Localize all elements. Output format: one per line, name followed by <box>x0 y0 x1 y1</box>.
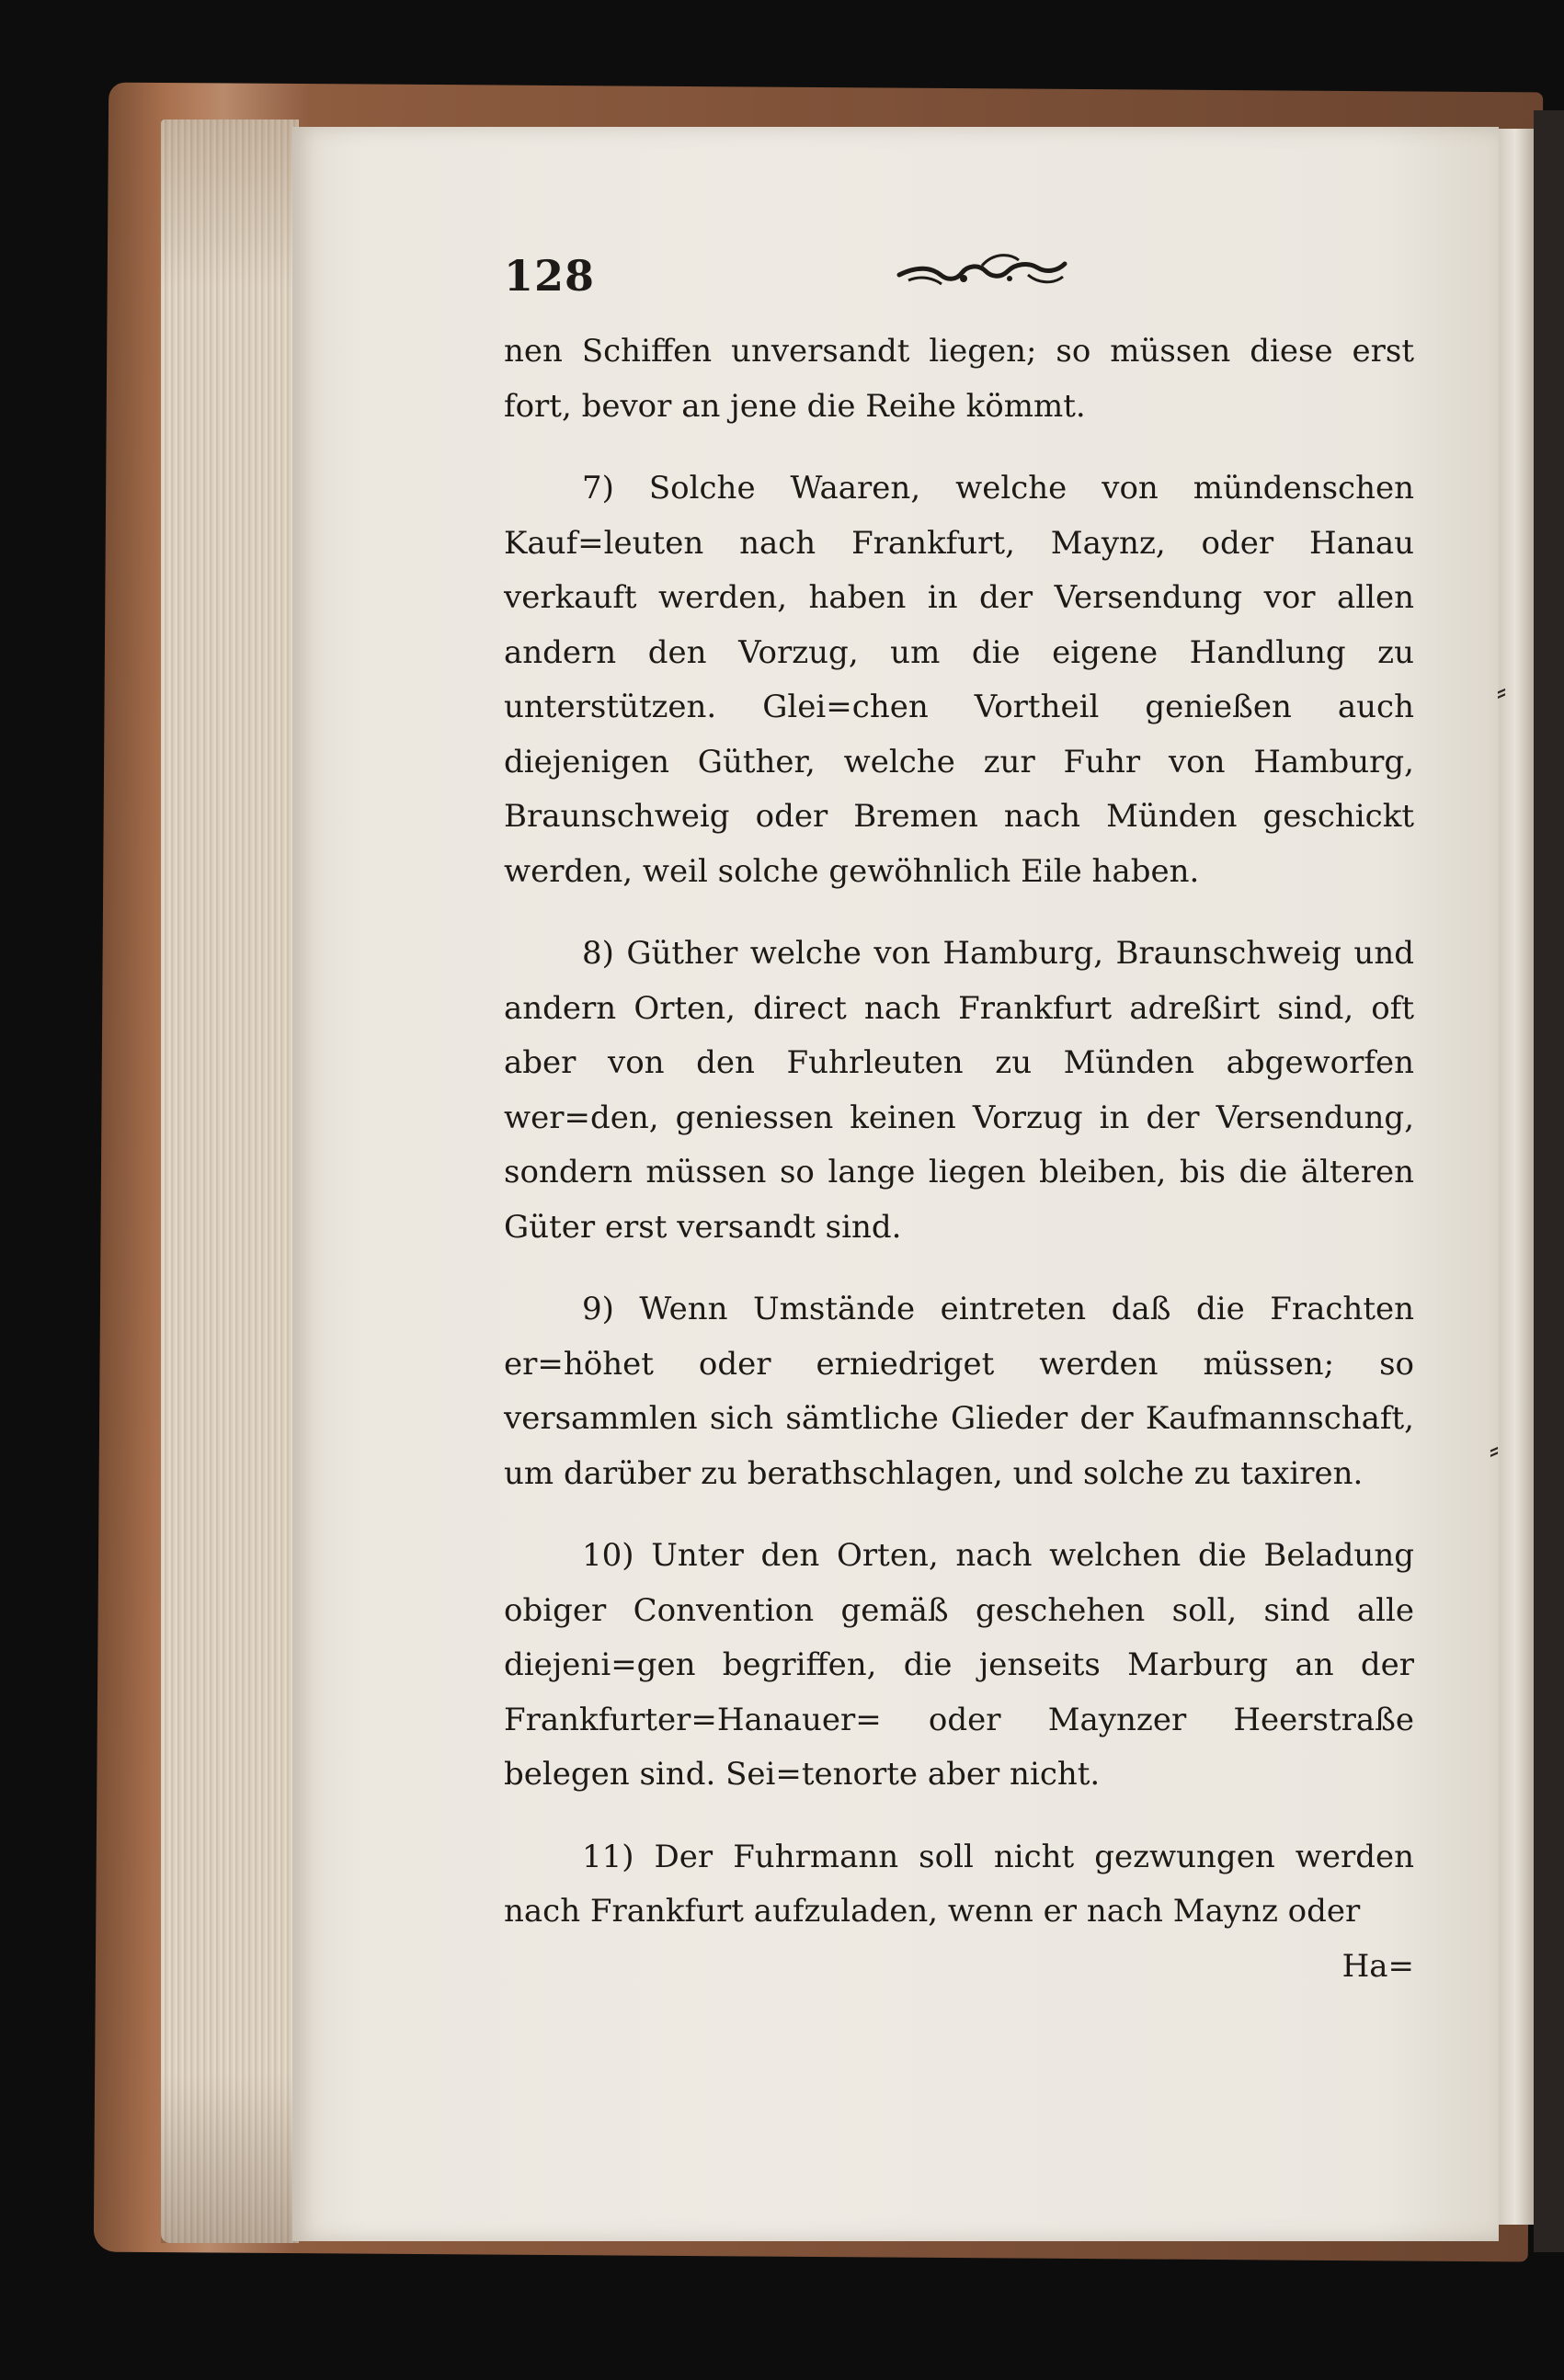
paragraph-10: 10) Unter den Orten, nach welchen die Beladung obiger Convention gemäß geschehen soll, sind alle diejeni=gen begriffen, die jenseits Marburg an der Frankfurter=Hanauer= oder Maynzer Heerstraße belegen sind. Sei=tenorte aber nicht. <box>504 1537 1414 1793</box>
page-header <box>504 251 1387 315</box>
catchword: Ha= <box>1341 1947 1414 1985</box>
facing-page-edge <box>1497 129 1534 2225</box>
page-edges <box>161 120 299 2243</box>
margin-mark: ⸗ <box>1490 1434 1499 1466</box>
page-number: 128 <box>504 251 596 301</box>
paragraph-7: 7) Solche Waaren, welche von mündenschen Kauf=leuten nach Frankfurt, Maynz, oder Hanau verkauft werden, haben in der Versendung vor allen andern den Vorzug, um die eigene Handlung zu unterstützen. Glei=chen Vortheil genießen auch diejenigen Güther, welche zur Fuhr von Hamburg, Braunschweig oder Bremen nach Münden geschickt werden, weil solche gewöhnlich Eile haben. <box>504 470 1414 890</box>
paragraph-11: 11) Der Fuhrmann soll nicht gezwungen werden nach Frankfurt aufzuladen, wenn er nach Maynz oder <box>504 1838 1414 1930</box>
book-page <box>292 127 1499 2241</box>
paragraph-continuation: nen Schiffen unversandt liegen; so müssen diese erst fort, bevor an jene die Reihe kömmt. <box>504 333 1414 425</box>
paragraph-9: 9) Wenn Umstände eintreten daß die Frachten er=höhet oder erniedriget werden müssen; so versammlen sich sämtliche Glieder der Kaufmannschaft, um darüber zu berathschlagen, und solche zu taxiren. <box>504 1291 1414 1492</box>
ornament-icon <box>890 247 1074 302</box>
margin-mark: ⸗ <box>1497 676 1506 708</box>
book-spine-shadow <box>1534 110 1564 2252</box>
paragraph-8: 8) Güther welche von Hamburg, Braunschweig und andern Orten, direct nach Frankfurt adreßirt sind, oft aber von den Fuhrleuten zu Münden abgeworfen wer=den, geniessen keinen Vorzug in der Versendung, sondern müssen so lange liegen bleiben, bis die älteren Güter erst versandt sind. <box>504 935 1414 1246</box>
page-text <box>504 325 1414 1994</box>
